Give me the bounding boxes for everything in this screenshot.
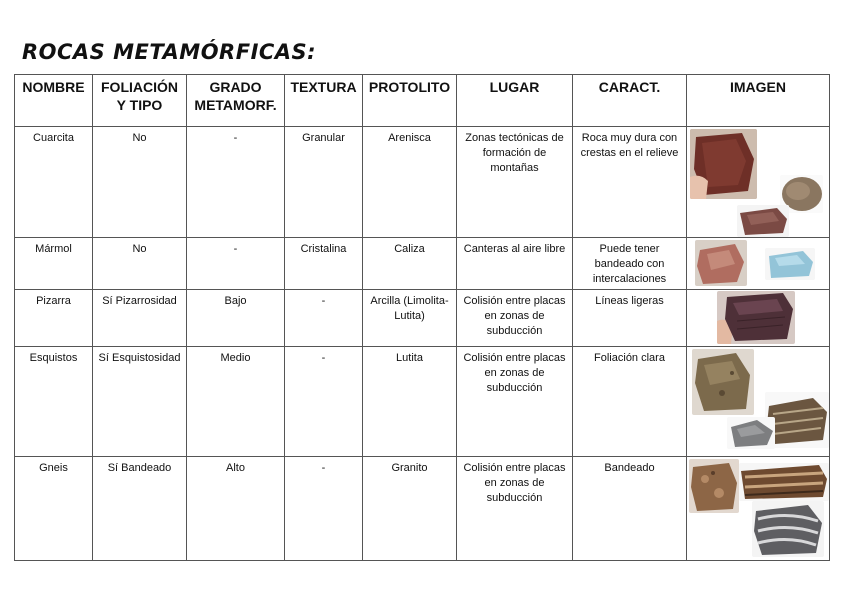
cell-foliacion: No <box>93 127 187 238</box>
header-foliacion: FOLIACIÓN Y TIPO <box>93 75 187 127</box>
cell-grado: Alto <box>187 457 285 561</box>
cell-caract: Bandeado <box>573 457 687 561</box>
header-lugar: LUGAR <box>457 75 573 127</box>
cell-protolito: Arenisca <box>363 127 457 238</box>
cell-textura: - <box>285 457 363 561</box>
header-grado: GRADO METAMORF. <box>187 75 285 127</box>
cell-nombre: Cuarcita <box>15 127 93 238</box>
cell-foliacion: Sí Esquistosidad <box>93 347 187 457</box>
cell-caract: Líneas ligeras <box>573 290 687 347</box>
cell-nombre: Gneis <box>15 457 93 561</box>
quartzite-photo-1 <box>690 129 757 199</box>
cell-caract: Foliación clara <box>573 347 687 457</box>
header-imagen: IMAGEN <box>687 75 830 127</box>
cell-textura: Cristalina <box>285 238 363 290</box>
cell-imagen <box>687 127 830 238</box>
cell-lugar: Zonas tectónicas de formación de montañas <box>457 127 573 238</box>
cell-caract: Roca muy dura con crestas en el relieve <box>573 127 687 238</box>
cell-textura: - <box>285 290 363 347</box>
marble-photo-1 <box>695 240 747 286</box>
gneiss-photo-1 <box>689 459 739 513</box>
schist-photo-1 <box>692 349 754 415</box>
cell-imagen <box>687 457 830 561</box>
cell-nombre: Mármol <box>15 238 93 290</box>
cell-caract: Puede tener bandeado con intercalaciones <box>573 238 687 290</box>
header-textura: TEXTURA <box>285 75 363 127</box>
cell-protolito: Caliza <box>363 238 457 290</box>
cell-foliacion: Sí Bandeado <box>93 457 187 561</box>
cell-protolito: Arcilla (Limolita-Lutita) <box>363 290 457 347</box>
table-row <box>15 290 830 347</box>
cell-nombre: Esquistos <box>15 347 93 457</box>
table-row <box>15 238 830 290</box>
cell-imagen <box>687 347 830 457</box>
cell-foliacion: No <box>93 238 187 290</box>
cell-foliacion: Sí Pizarrosidad <box>93 290 187 347</box>
header-caract: CARACT. <box>573 75 687 127</box>
table-row <box>15 347 830 457</box>
gneiss-photo-3 <box>752 501 824 557</box>
rocks-table <box>14 74 830 561</box>
header-protolito: PROTOLITO <box>363 75 457 127</box>
marble-photo-2 <box>765 248 815 280</box>
cell-lugar: Colisión entre placas en zonas de subducción <box>457 457 573 561</box>
page-title: ROCAS METAMÓRFICAS: <box>22 40 317 64</box>
cell-imagen <box>687 290 830 347</box>
gneiss-photo-2 <box>739 463 829 501</box>
cell-lugar: Colisión entre placas en zonas de subducción <box>457 290 573 347</box>
cell-imagen <box>687 238 830 290</box>
quartzite-photo-3 <box>737 205 789 237</box>
header-row <box>15 75 830 127</box>
schist-photo-3 <box>727 417 775 449</box>
cell-grado: Medio <box>187 347 285 457</box>
table-row <box>15 127 830 238</box>
cell-nombre: Pizarra <box>15 290 93 347</box>
cell-grado: - <box>187 127 285 238</box>
cell-protolito: Lutita <box>363 347 457 457</box>
cell-lugar: Colisión entre placas en zonas de subducción <box>457 347 573 457</box>
cell-grado: Bajo <box>187 290 285 347</box>
table-row <box>15 457 830 561</box>
cell-grado: - <box>187 238 285 290</box>
cell-lugar: Canteras al aire libre <box>457 238 573 290</box>
slate-photo <box>717 291 795 344</box>
header-nombre: NOMBRE <box>15 75 93 127</box>
cell-textura: Granular <box>285 127 363 238</box>
cell-textura: - <box>285 347 363 457</box>
cell-protolito: Granito <box>363 457 457 561</box>
